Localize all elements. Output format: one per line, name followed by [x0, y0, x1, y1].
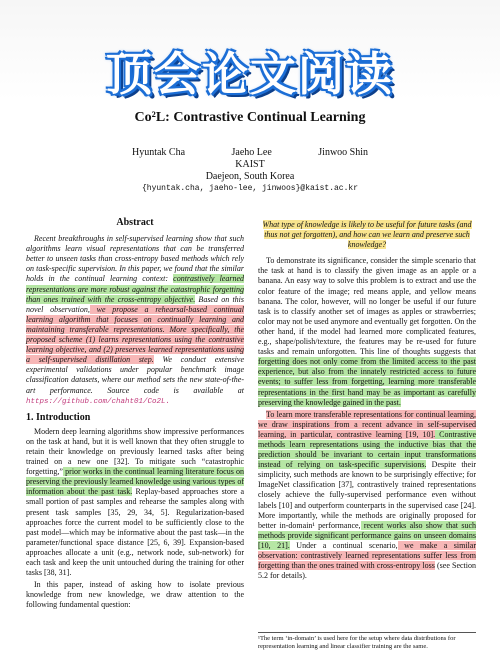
- highlight-green: prior works in the continual learning literature focus on preserving the previously learned knowledge using various types of information about the past task.: [26, 467, 244, 497]
- author-name: Jinwoo Shin: [318, 147, 369, 158]
- highlight-green: forgetting does not only come from the limited access to the past experience, but also from the innately restricted access to future events; to suffer less from forgetting, learning more transferable representations in the first hand may be as important as carefully preserving the knowledge gained in the past.: [258, 357, 476, 407]
- right-column: [258, 220, 476, 583]
- abstract-text: Recent breakthroughs in self-supervised learning show that such algorithms learn visual representations that can be transferred better to unseen tasks than cross-entropy based methods which rely on task-specific supervision. In this paper, we found that the similar holds in the continual learning context: contrastively learned representations are more robust against the catastrophic forgetting than ones trained with the cross-entropy objective. Based on this novel observation, we propose a rehearsal-based continual learning algorithm that focuses on continually learning and maintaining transferable representations. More specifically, the proposed scheme (1) learns representations using the contrastive learning objective, and (2) preserves learned representations using a self-supervised distillation step. We conduct extensive experimental validations under popular benchmark image classification datasets, where our method sets the new state-of-the-art performance. Source code is available at https://github.com/chaht01/Co2L.: [26, 234, 245, 406]
- highlight-green: contrastively learned representations are more robust against the catastrophic forgetting than ones trained with the cross-entropy objective.: [26, 274, 245, 304]
- intro-paragraph: Modern deep learning algorithms show impressive performances on the task at hand, but it is well known that they often struggle to retain their knowledge on previously learned tasks after being trained on a new one [32]. To mitigate such “catastrophic forgetting,” prior works in the continual learning literature focus on preserving the previously learned knowledge using various types of information about the past task. Replay-based approaches store a small portion of past samples and rehearse the samples along with present task samples [35, 29, 34, 5]. Regularization-based approaches force the current model to be sufficiently close to the past model—which may be informative about the past task—in the parameter/functional space distance [25, 6, 39]. Expansion-based approaches allocate a unit (e.g., network node, sub-network) for each task and keep the unit untouched during the training for other tasks [38, 31].: [26, 426, 244, 578]
- section-heading: 1. Introduction: [26, 411, 91, 423]
- highlight-yellow: What type of knowledge is likely to be useful for future tasks (and thus not get forgotten), and how can we learn and preserve such knowledge?: [262, 220, 472, 250]
- intro-paragraph: In this paper, instead of asking how to isolate previous knowledge from new knowledge, we draw attention to the following fundamental question:: [26, 580, 244, 610]
- highlight-red: we make a similar observation: contrastively learned representations suffer less from forgetting than the ones trained with cross-entropy loss: [258, 540, 477, 571]
- footnote: ¹The term ‘in-domain’ is used here for the setup where data distributions for representation learning and linear classifier training are the same.: [258, 632, 476, 651]
- paper-title: Co²L: Contrastive Continual Learning: [134, 110, 366, 125]
- body-paragraph: To demonstrate its significance, consider the simple scenario that the task at hand is to classify the given image as an apple or a banana. An easy way to solve this problem is to extract and use the color feature of the image; red means apple, and yellow means banana. The color, however, will no longer be useful if our future task is to classify another set of images as apples or strawberries; color may not be used anymore and eventually get forgotten. On the other hand, if the model had learned more complicated features, e.g., shape/polish/texture, the features may be re-used for future tasks and remain unforgotten. This line of thoughts suggests that forgetting does not only come from the limited access to the past experience, but also from the innately restricted access to future events; to suffer less from forgetting, learning more transferable representations in the first hand may be as important as carefully preserving the knowledge gained in the past.: [258, 256, 477, 407]
- location: Daejeon, South Korea: [205, 171, 295, 182]
- key-question: [258, 220, 476, 250]
- highlight-green: recent works also show that such methods provide significant performance gains on unseen domains [10, 21].: [258, 520, 476, 550]
- body-paragraph: To learn more transferable representations for continual learning, we draw inspirations from a recent advance in self-supervised learning, in particular, contrastive learning [19, 10]. Contrastive methods learn representations using the inductive bias that the prediction should be invariant to certain input transformations instead of relying on task-specific supervisions. Despite their simplicity, such methods are known to be surprisingly effective; for ImageNet classification [37], contrastively trained representations closely achieve the fully-supervised performance even without labels [10] and outperform counterparts in the supervised case [24]. More importantly, while the methods are originally proposed for better in-domain¹ performance, recent works also show that such methods provide significant performance gains on unseen domains [10, 21]. Under a continual scenario, we make a similar observation: contrastively learned representations suffer less from forgetting than the ones trained with cross-entropy loss (see Section 5.2 for details).: [258, 409, 477, 581]
- author-name: Jaeho Lee: [231, 147, 272, 158]
- source-code-link[interactable]: https://github.com/chaht01/Co2L.: [26, 397, 171, 406]
- highlight-red: To learn more transferable representations for continual learning, we draw inspirations from a recent advance in self-supervised learning, in particular, contrastive learning [19, 10].: [258, 409, 476, 439]
- author-email: {hyuntak.cha, jaeho-lee, jinwoos}@kaist.ac.kr: [141, 184, 359, 193]
- abstract-heading: Abstract: [116, 217, 154, 228]
- author-block: [0, 147, 500, 195]
- highlight-red: we propose a rehearsal-based continual learning algorithm that focuses on continually learning and maintaining transferable representations. More specifically, the proposed scheme (1) learns representations using the contrastive learning objective, and (2) preserves learned representations using a self-supervised distillation step.: [26, 304, 244, 365]
- banner: [0, 0, 500, 100]
- affiliation: KAIST: [235, 159, 265, 170]
- highlight-green: Contrastive methods learn representations using the inductive bias that the prediction should be invariant to certain input transformations instead of relying on task-specific supervisions.: [258, 429, 476, 470]
- banner-title: 顶会论文阅读: [106, 47, 394, 101]
- author-names: [0, 147, 500, 159]
- author-name: Hyuntak Cha: [131, 147, 186, 158]
- left-column: [26, 218, 244, 612]
